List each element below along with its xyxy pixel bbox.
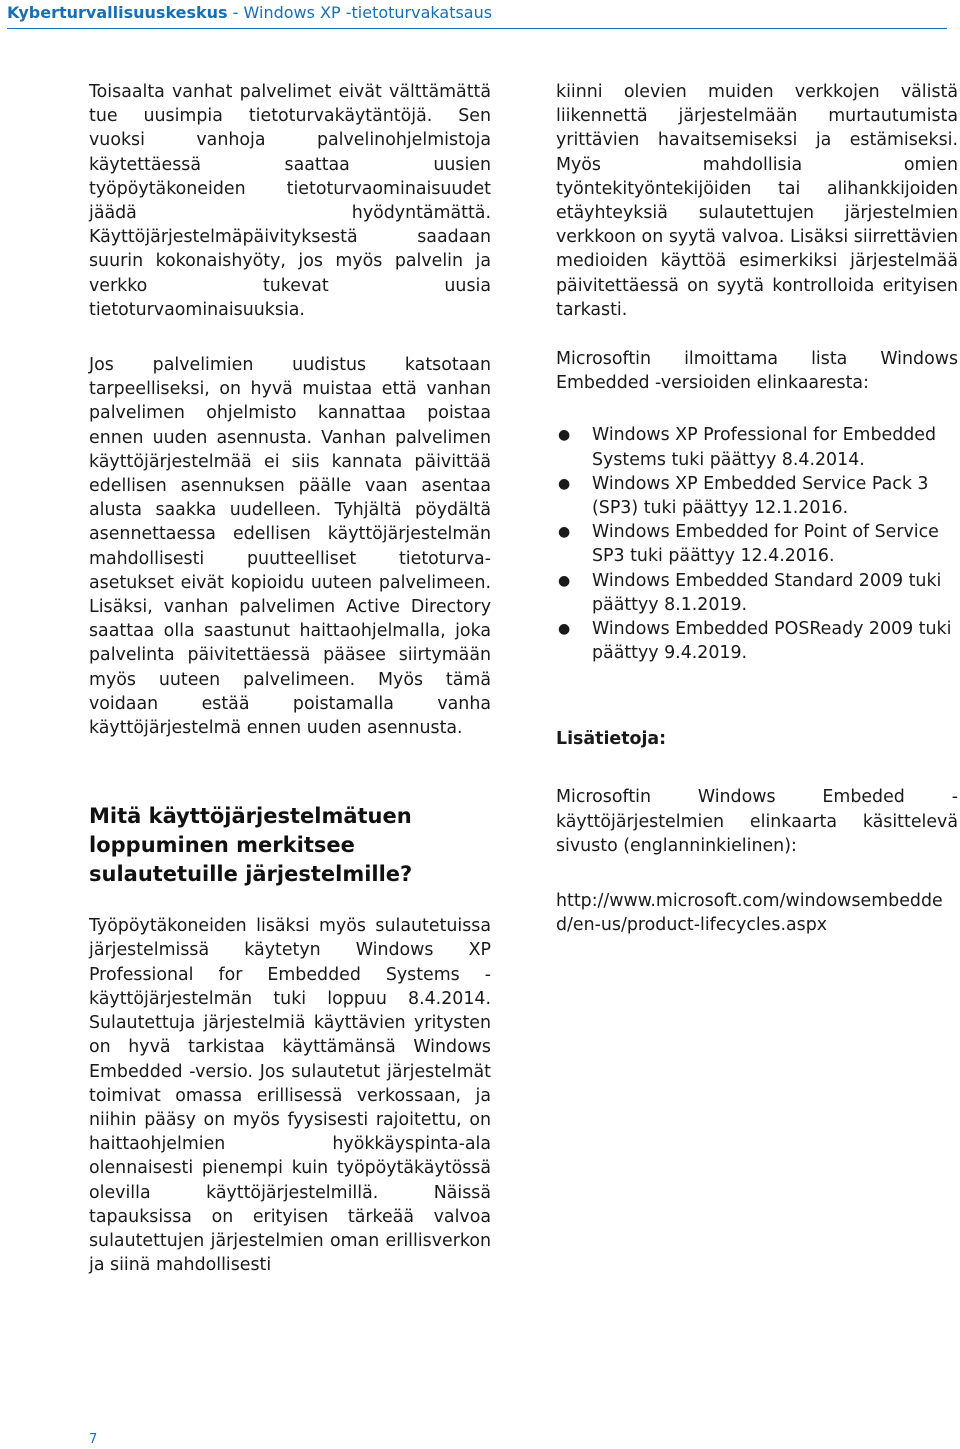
list-item [556,569,958,617]
header-separator: - [227,3,244,22]
bullet-icon: ● [558,475,571,492]
list-item-text: Windows XP Professional for Embedded Systems tuki päättyy 8.4.2014. [592,425,937,470]
bullet-icon: ● [558,427,571,444]
left-paragraph-1: Toisaalta vanhat palvelimet eivät välttämättä tue uusimpia tietoturvakäytäntöjä. Sen vuoksi vanhoja palvelinohjelmistoja käytettäessä saattaa uusien työpöytäkoneiden tietoturvaominaisuudet jäädä hyödyntämättä. Käyttöjärjestelmäpäivityksestä saadaan suurin kokonaishyöty, jos myös palvelin ja verkko tukevat uusia tietoturvaominaisuuksia. [89,82,491,320]
list-item [556,617,958,665]
right-paragraph-3: Microsoftin Windows Embeded -käyttöjärjestelmien elinkaarta käsittelevä sivusto (englanninkielinen): [556,787,958,856]
list-item-text: Windows Embedded for Point of Service SP3 tuki päättyy 12.4.2016. [592,522,939,567]
bullet-icon: ● [558,621,571,638]
list-item [556,423,958,471]
page-header [7,0,947,29]
list-item-text: Windows XP Embedded Service Pack 3 (SP3) tuki päättyy 12.1.2016. [592,473,929,519]
list-item [556,520,958,568]
section-heading: Mitä käyttöjärjestelmätuen loppuminen merkitsee sulautetuille järjestelmille? [89,804,413,887]
left-column [89,80,491,1277]
right-paragraph-1: kiinni olevien muiden verkkojen välistä liikennettä järjestelmään murtautumista yrittävien havaitsemiseksi ja estämiseksi. Myös mahdollisia omien työntekityöntekijöiden tai alihankkijoiden etäyhteyksiä sulautettujen järjestelmien verkkoon on syytä valvoa. Lisäksi siirrettävien medioiden käyttöä esimerkiksi järjestelmää päivitettäessä on syytä kontrolloida erityisen tarkasti. [556,82,958,320]
list-item-text: Windows Embedded Standard 2009 tuki päättyy 8.1.2019. [592,570,942,615]
lifecycle-list [556,423,958,665]
more-info-heading: Lisätietoja: [556,729,667,750]
lifecycle-url-link[interactable]: http://www.microsoft.com/windowsembedded/en-us/product-lifecycles.aspx [556,891,943,936]
header-organization: Kyberturvallisuuskeskus [7,3,228,22]
header-document-title: Windows XP -tietoturvakatsaus [243,3,493,22]
left-paragraph-3: Työpöytäkoneiden lisäksi myös sulautetuissa järjestelmissä käytetyn Windows XP Professional for Embedded Systems -käyttöjärjestelmän tuki loppuu 8.4.2014. Sulautettuja järjestelmiä käyttävien yritysten on hyvä tarkistaa käyttämänsä Windows Embedded -versio. Jos sulautetut järjestelmät toimivat omassa erillisessä verkossaan, ja niihin pääsy on myös fyysisesti rajoitettu, on haittaohjelmien hyökkäyspinta-ala olennaisesti pienempi kuin työpöytäkäytössä olevilla käyttöjärjestelmillä. Näissä tapauksissa on erityisen tärkeää valvoa sulautettujen järjestelmien oman erillisverkon ja siinä mahdollisesti [89,916,491,1276]
list-item-text: Windows Embedded POSReady 2009 tuki päättyy 9.4.2019. [592,619,952,664]
page-number: 7 [89,1432,98,1447]
right-paragraph-2: Microsoftin ilmoittama lista Windows Embedded -versioiden elinkaaresta: [556,349,958,394]
right-column [556,80,958,937]
bullet-icon: ● [558,524,571,541]
bullet-icon: ● [558,572,571,589]
section-heading-wrapper [89,802,491,889]
list-item [556,472,958,520]
left-paragraph-2: Jos palvelimien uudistus katsotaan tarpeelliseksi, on hyvä muistaa että vanhan palvelimen ohjelmisto kannattaa poistaa ennen uuden asennusta. Vanhan palvelimen käyttöjärjestelmää ei siis kannata päivittää edellisen asennuksen päälle vaan asentaa alusta saakka uudelleen. Tyhjältä pöydältä asennettaessa edellisen käyttöjärjestelmän mahdollisesti puutteelliset tietoturva-asetukset eivät kopioidu uuteen palvelimeen. Lisäksi, vanhan palvelimen Active Directory saattaa olla saastunut haittaohjelmalla, joka palvelinta päivitettäessä pääsee siirtymään myös uuteen palvelimeen. Myös tämä voidaan estää poistamalla vanha käyttöjärjestelmä ennen uuden asennusta. [89,355,491,739]
